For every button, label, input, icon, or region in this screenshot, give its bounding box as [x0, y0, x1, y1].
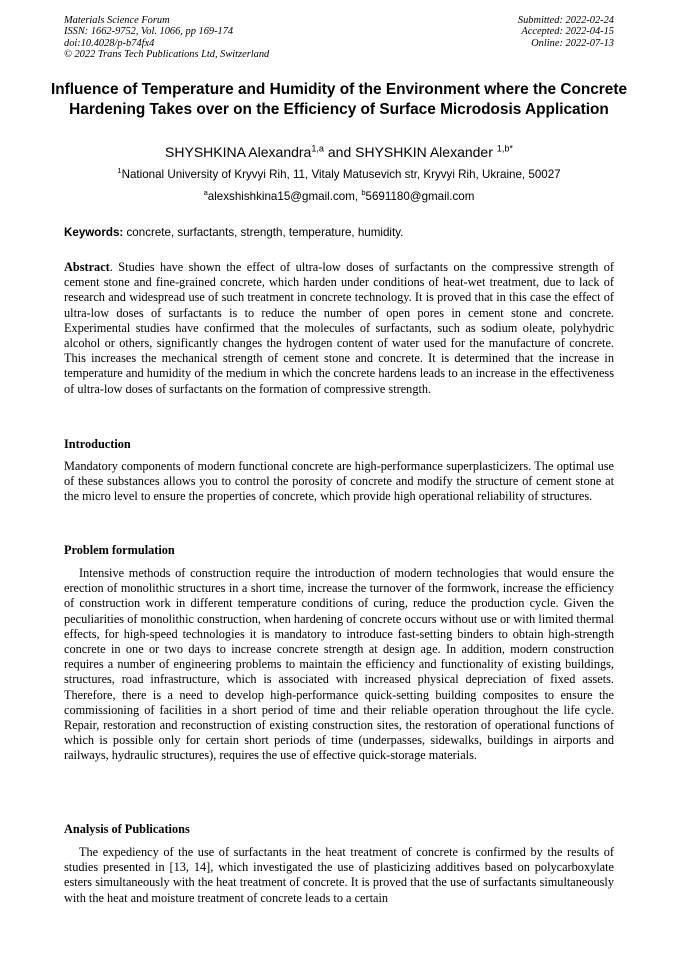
author-2: SHYSHKIN Alexander: [355, 144, 497, 160]
affiliation: [40, 167, 638, 182]
introduction-paragraph: Mandatory components of modern functional concrete are high-performance superplasticizers. The optimal use of these substances allows you to control the porosity of concrete and modify the structure of cement stone at the micro level to ensure the properties of concrete, which provide high operational reliability of structures.: [64, 459, 614, 504]
analysis-text: [64, 845, 614, 906]
accepted-date: Accepted: 2022-04-15: [521, 26, 614, 38]
email-b-marker: b: [361, 188, 366, 198]
author-and: and: [324, 144, 356, 160]
keywords: [64, 225, 614, 240]
analysis-heading: Analysis of Publications: [64, 822, 190, 836]
email-a: alexshishkina15@gmail.com,: [207, 190, 362, 203]
email-b: 5691180@gmail.com: [365, 190, 475, 203]
problem-paragraph: Intensive methods of construction require the introduction of modern technologies that would ensure the erection of monolithic structures in a short time, increase the turnover of the formwork, increase the efficiency of construction work in different temperature conditions of curing, reduce the production cycle. Given the peculiarities of monolithic construction, when hardening of concrete occurs without use or with limited thermal effects, for high-speed technologies it is mandatory to introduce fast-setting binders to obtain high-strength concrete in one or two days to increase concrete strength at design age. In addition, modern construction requires a number of engineering problems to maintain the efficiency and functionality of existing buildings, structures, road infrastructure, which is associated with increased physical depreciation of fixed assets. Therefore, there is a need to develop high-performance quick-setting building composites to ensure the commissioning of facilities in a short period of time and their reliable operation throughout the life cycle. Repair, restoration and reconstruction of existing construction sites, the restoration of operational functions of which is possible only for certain short periods of time (underpasses, sidewalks, buildings in airports and railways, hydraulic structures), requires the use of effective quick-storage materials.: [64, 566, 614, 763]
dates-info: [518, 15, 614, 49]
author-line: [40, 143, 638, 161]
journal-issn: ISSN: 1662-9752, Vol. 1066, pp 169-174: [64, 26, 234, 38]
analysis-paragraph: The expediency of the use of surfactants in the heat treatment of concrete is confirmed by the results of studies presented in [13, 14], which investigated the use of plasticizing additives based on polycarboxylate esters simultaneously with the heat treatment of concrete. It is proved that the use of surfactants simultaneously with the heat and moisture treatment of concrete leads to a certain: [64, 845, 614, 905]
abstract-text: . Studies have shown the effect of ultra-low doses of surfactants on the compressive strength of cement stone and fine-grained concrete, which harden under conditions of heat-wet treatment, due to lack of research and widespread use of such treatment in concrete technology. It is proved that in this case the effect of ultra-low doses of surfactants is to reduce the number of open pores in cement stone and concrete. Experimental studies have confirmed that the molecules of surfactants, such as sodium oleate, polyhydric alcohol or others, significantly changes the hydrogen content of water used for the manufacture of concrete. This increases the mechanical strength of cement stone and concrete. It is determined that the increase in temperature and humidity of the medium in which the concrete hardens leads to an increase in the effectiveness of ultra-low doses of surfactants on the formation of compressive strength.: [64, 260, 614, 396]
problem-heading: Problem formulation: [64, 543, 175, 557]
paper-title: Influence of Temperature and Humidity of the Environment where the Concrete Hardening Takes over on the Efficiency of Surface Microdosis Application: [50, 81, 628, 118]
affiliation-marker: 1: [117, 166, 122, 176]
submitted-date: Submitted: 2022-02-24: [517, 15, 614, 26]
keywords-text: concrete, surfactants, strength, temperature, humidity.: [123, 226, 404, 239]
author-2-affil: 1,b*: [496, 143, 513, 154]
abstract: [64, 260, 614, 397]
online-date: Online: 2022-07-13: [531, 37, 614, 49]
journal-name: Materials Science Forum: [64, 15, 170, 26]
introduction-text: [64, 459, 614, 505]
journal-doi: doi:10.4028/p-b74fx4: [64, 37, 155, 49]
problem-text: [64, 566, 614, 764]
introduction-heading: Introduction: [64, 437, 131, 451]
author-1: SHYSHKINA Alexandra: [165, 144, 312, 160]
email-line: [40, 189, 638, 204]
journal-info: [64, 15, 269, 61]
affiliation-text: National University of Kryvyi Rih, 11, Vitaly Matusevich str, Kryvyi Rih, Ukraine, 50027: [121, 168, 561, 181]
keywords-label: Keywords:: [64, 226, 124, 239]
email-a-marker: a: [203, 188, 208, 198]
abstract-label: Abstract: [64, 260, 110, 274]
copyright: © 2022 Trans Tech Publications Ltd, Switzerland: [64, 49, 270, 61]
author-1-affil: 1,a: [311, 143, 324, 154]
